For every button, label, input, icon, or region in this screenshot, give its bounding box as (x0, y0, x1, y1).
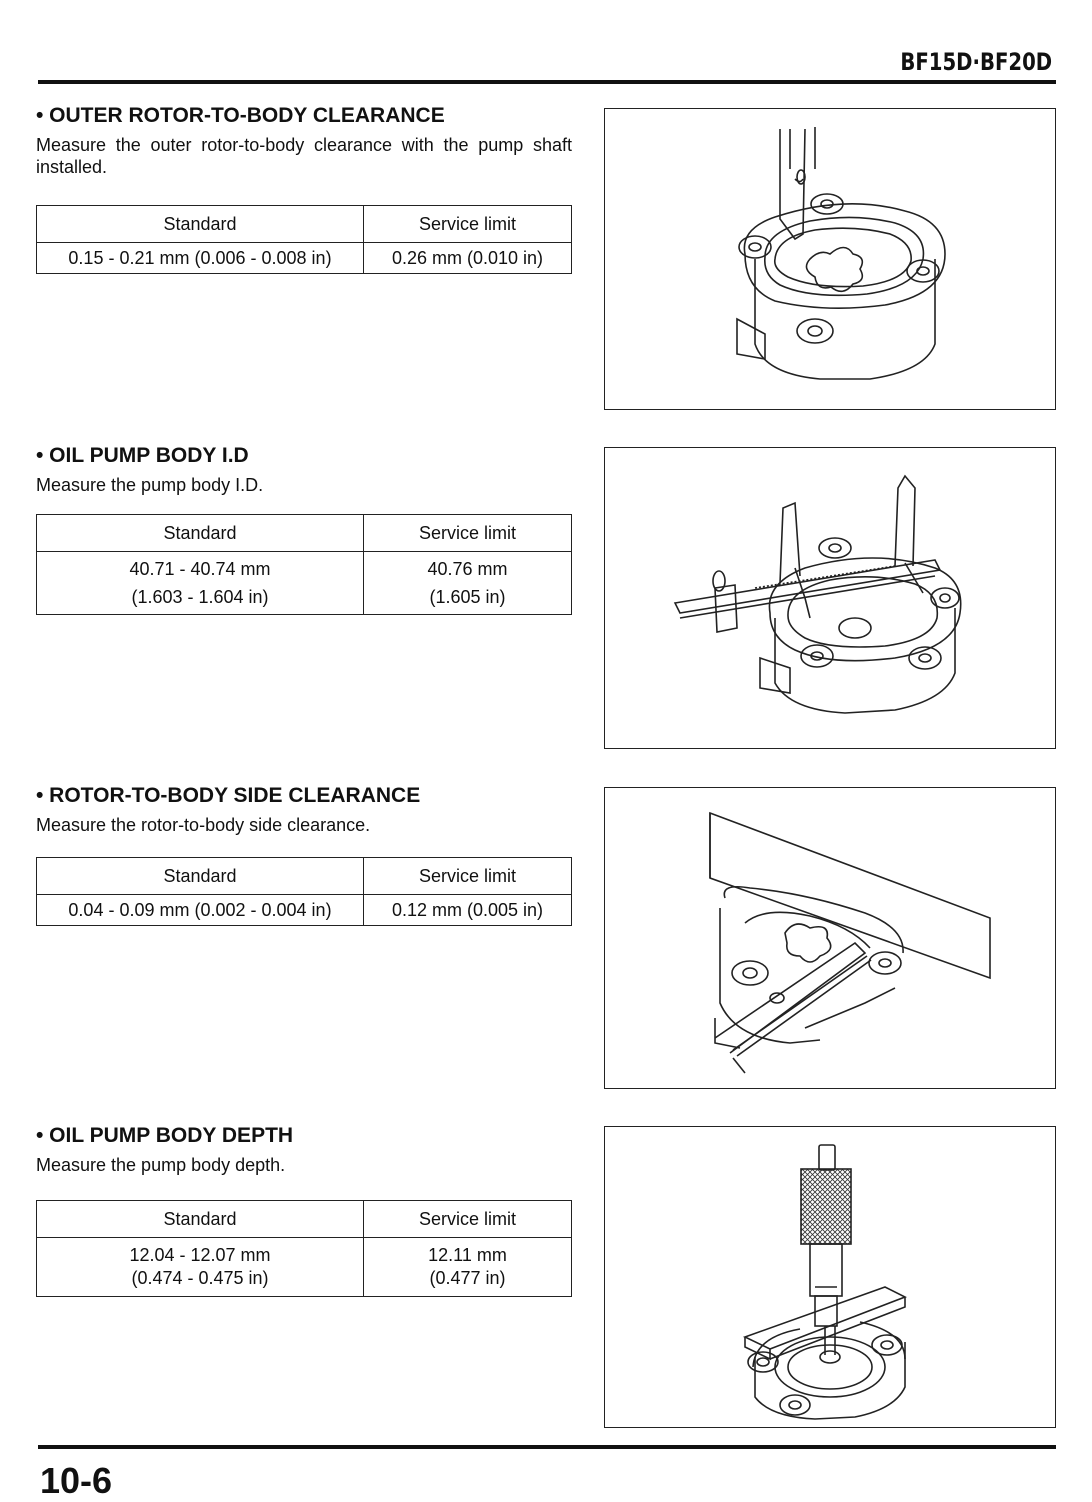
service-limit-in: (0.477 in) (429, 1268, 506, 1288)
spec-table (36, 205, 572, 274)
header-standard: Standard (37, 206, 364, 243)
service-limit-mm: 12.11 mm (428, 1245, 507, 1265)
section-title: • OIL PUMP BODY I.D (36, 444, 249, 467)
service-limit-value (364, 552, 572, 615)
figure-pump-body-depth (604, 1126, 1056, 1428)
section-title: • OIL PUMP BODY DEPTH (36, 1124, 294, 1147)
header-rule (38, 80, 1056, 84)
section-description: Measure the pump body depth. (36, 1155, 286, 1175)
model-header: BF15D·BF20D (900, 48, 1052, 76)
section-pump-body-id (36, 444, 572, 607)
standard-value-in: (1.603 - 1.604 in) (131, 587, 269, 607)
standard-value (37, 1238, 364, 1297)
section-description: Measure the outer rotor-to-body clearance with the pump shaft installed. (36, 135, 572, 177)
header-standard: Standard (37, 858, 364, 895)
standard-value: 0.04 - 0.09 mm (0.002 - 0.004 in) (37, 895, 364, 926)
service-limit-value: 0.12 mm (0.005 in) (364, 895, 572, 926)
spec-table (36, 514, 572, 615)
depth-micrometer-icon (605, 1127, 1055, 1427)
standard-value-mm: 40.71 - 40.74 mm (129, 559, 271, 579)
figure-side-clearance (604, 787, 1056, 1089)
figure-pump-body-id (604, 447, 1056, 749)
header-service-limit: Service limit (364, 206, 572, 243)
service-limit-in: (1.605 in) (429, 587, 506, 607)
header-service-limit: Service limit (364, 858, 572, 895)
feeler-gauge-rotor-icon (605, 109, 1055, 409)
section-description: Measure the pump body I.D. (36, 475, 264, 495)
section-description: Measure the rotor-to-body side clearance. (36, 815, 371, 835)
section-pump-body-depth (36, 1124, 572, 1288)
standard-value: 0.15 - 0.21 mm (0.006 - 0.008 in) (37, 243, 364, 274)
header-standard: Standard (37, 515, 364, 552)
footer-rule (38, 1445, 1056, 1449)
header-service-limit: Service limit (364, 1201, 572, 1238)
figure-outer-rotor-clearance (604, 108, 1056, 410)
header-service-limit: Service limit (364, 515, 572, 552)
spec-table (36, 1200, 572, 1297)
straight-edge-feeler-icon (605, 788, 1055, 1088)
standard-value-in: (0.474 - 0.475 in) (131, 1268, 269, 1288)
spec-table (36, 857, 572, 926)
header-standard: Standard (37, 1201, 364, 1238)
section-title: • OUTER ROTOR-TO-BODY CLEARANCE (36, 104, 445, 127)
section-title: • ROTOR-TO-BODY SIDE CLEARANCE (36, 784, 421, 807)
service-limit-mm: 40.76 mm (427, 559, 508, 579)
caliper-pump-body-icon (605, 448, 1055, 748)
page-number: 10-6 (40, 1460, 113, 1501)
section-outer-rotor-clearance (36, 104, 572, 268)
standard-value (37, 552, 364, 615)
standard-value-mm: 12.04 - 12.07 mm (129, 1245, 271, 1265)
service-limit-value (364, 1238, 572, 1297)
section-side-clearance (36, 784, 572, 920)
service-limit-value: 0.26 mm (0.010 in) (364, 243, 572, 274)
